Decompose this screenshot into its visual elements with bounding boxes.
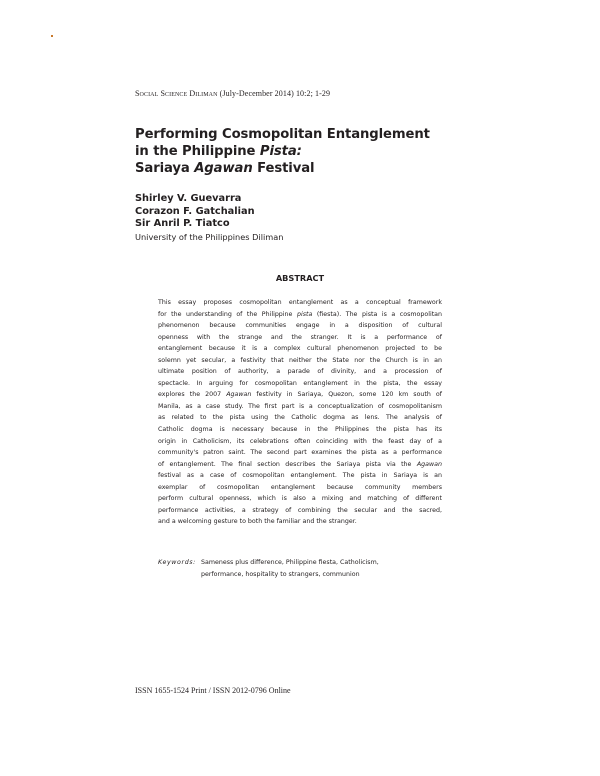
abstract-line: origin in Catholicism, its celebrations often coinciding with the feast day of a (158, 437, 442, 445)
author: Sir Anril P. Tiatco (135, 218, 230, 229)
abstract-line: exemplar of cosmopolitan entanglement because community members (158, 483, 442, 491)
title-italic: Agawan (194, 161, 253, 176)
abstract-line: community's patron saint. The second part examines the pista as a performance (158, 449, 442, 457)
title-line-3 (135, 160, 430, 177)
article-title (135, 126, 430, 177)
abstract-line: spectacle. In arguing for cosmopolitan entanglement in the pista, the essay (158, 379, 442, 387)
abstract-line: perform cultural openness, which is also a mixing and matching of different (158, 495, 442, 503)
abstract-line: festival as a case of cosmopolitan entanglement. The pista in Sariaya is an (158, 472, 442, 480)
abstract-line: This essay proposes cosmopolitan entanglement as a conceptual framework (158, 299, 442, 306)
abstract-line: performance activities, a strategy of combining the secular and the sacred, (158, 506, 442, 514)
abstract-line: ultimate position of authority, a parade of divinity, and a procession of (158, 368, 442, 376)
title-line-1: Performing Cosmopolitan Entanglement (135, 127, 430, 142)
abstract-line: solemn yet secular, a festivity that neither the State nor the Church is in an (158, 356, 442, 364)
keywords-line: performance, hospitality to strangers, communion (201, 570, 360, 578)
journal-name: Social Science Diliman (135, 89, 218, 98)
abstract-line: openness with the strange and the stranger. It is a performance of (158, 333, 442, 341)
abstract-line: for the understanding of the Philippine pista (fiesta). The pista is a cosmopolitan (158, 310, 443, 318)
abstract-line: Catholic dogma is necessary because in the Philippines the pista has its (158, 426, 442, 434)
title-italic: Pista: (259, 144, 302, 159)
author: Shirley V. Guevarra (135, 193, 242, 204)
abstract-heading: ABSTRACT (275, 273, 325, 283)
title-text: Festival (252, 161, 315, 176)
abstract-line: entanglement because it is a complex cultural phenomenon projected to be (158, 345, 442, 353)
abstract-line: explores the 2007 Agawan festivity in Sariaya, Quezon, some 120 km south of (158, 391, 442, 399)
issn-line: ISSN 1655-1524 Print / ISSN 2012-0796 Online (135, 686, 291, 695)
abstract-line: phenomenon because communities engage in a disposition of cultural (158, 322, 442, 330)
author: Corazon F. Gatchalian (135, 205, 255, 217)
title-text: Sariaya (135, 161, 195, 176)
abstract-body (158, 297, 442, 528)
author-list (135, 193, 255, 231)
abstract-line: as related to the pista using the Catholic dogma as lens. The analysis of (158, 414, 442, 422)
journal-header (135, 89, 330, 98)
abstract-line: of entanglement. The final section describes the Sariaya pista via the Agawan (158, 460, 442, 468)
title-line-2 (135, 143, 430, 160)
keywords-label: Keywords: (158, 559, 196, 566)
abstract-line: and a welcoming gesture to both the familiar and the stranger. (158, 518, 357, 526)
keywords-line: Sameness plus difference, Philippine fiesta, Catholicism, (201, 559, 379, 566)
affiliation: University of the Philippines Diliman (135, 232, 284, 242)
title-text: in the Philippine (135, 144, 260, 159)
keywords-text (201, 557, 442, 580)
decorative-dot (51, 35, 53, 37)
journal-issue: (July-December 2014) 10:2; 1-29 (219, 89, 331, 98)
abstract-line: Manila, as a case study. The first part is a conceptualization of cosmopolitanism (158, 402, 442, 410)
